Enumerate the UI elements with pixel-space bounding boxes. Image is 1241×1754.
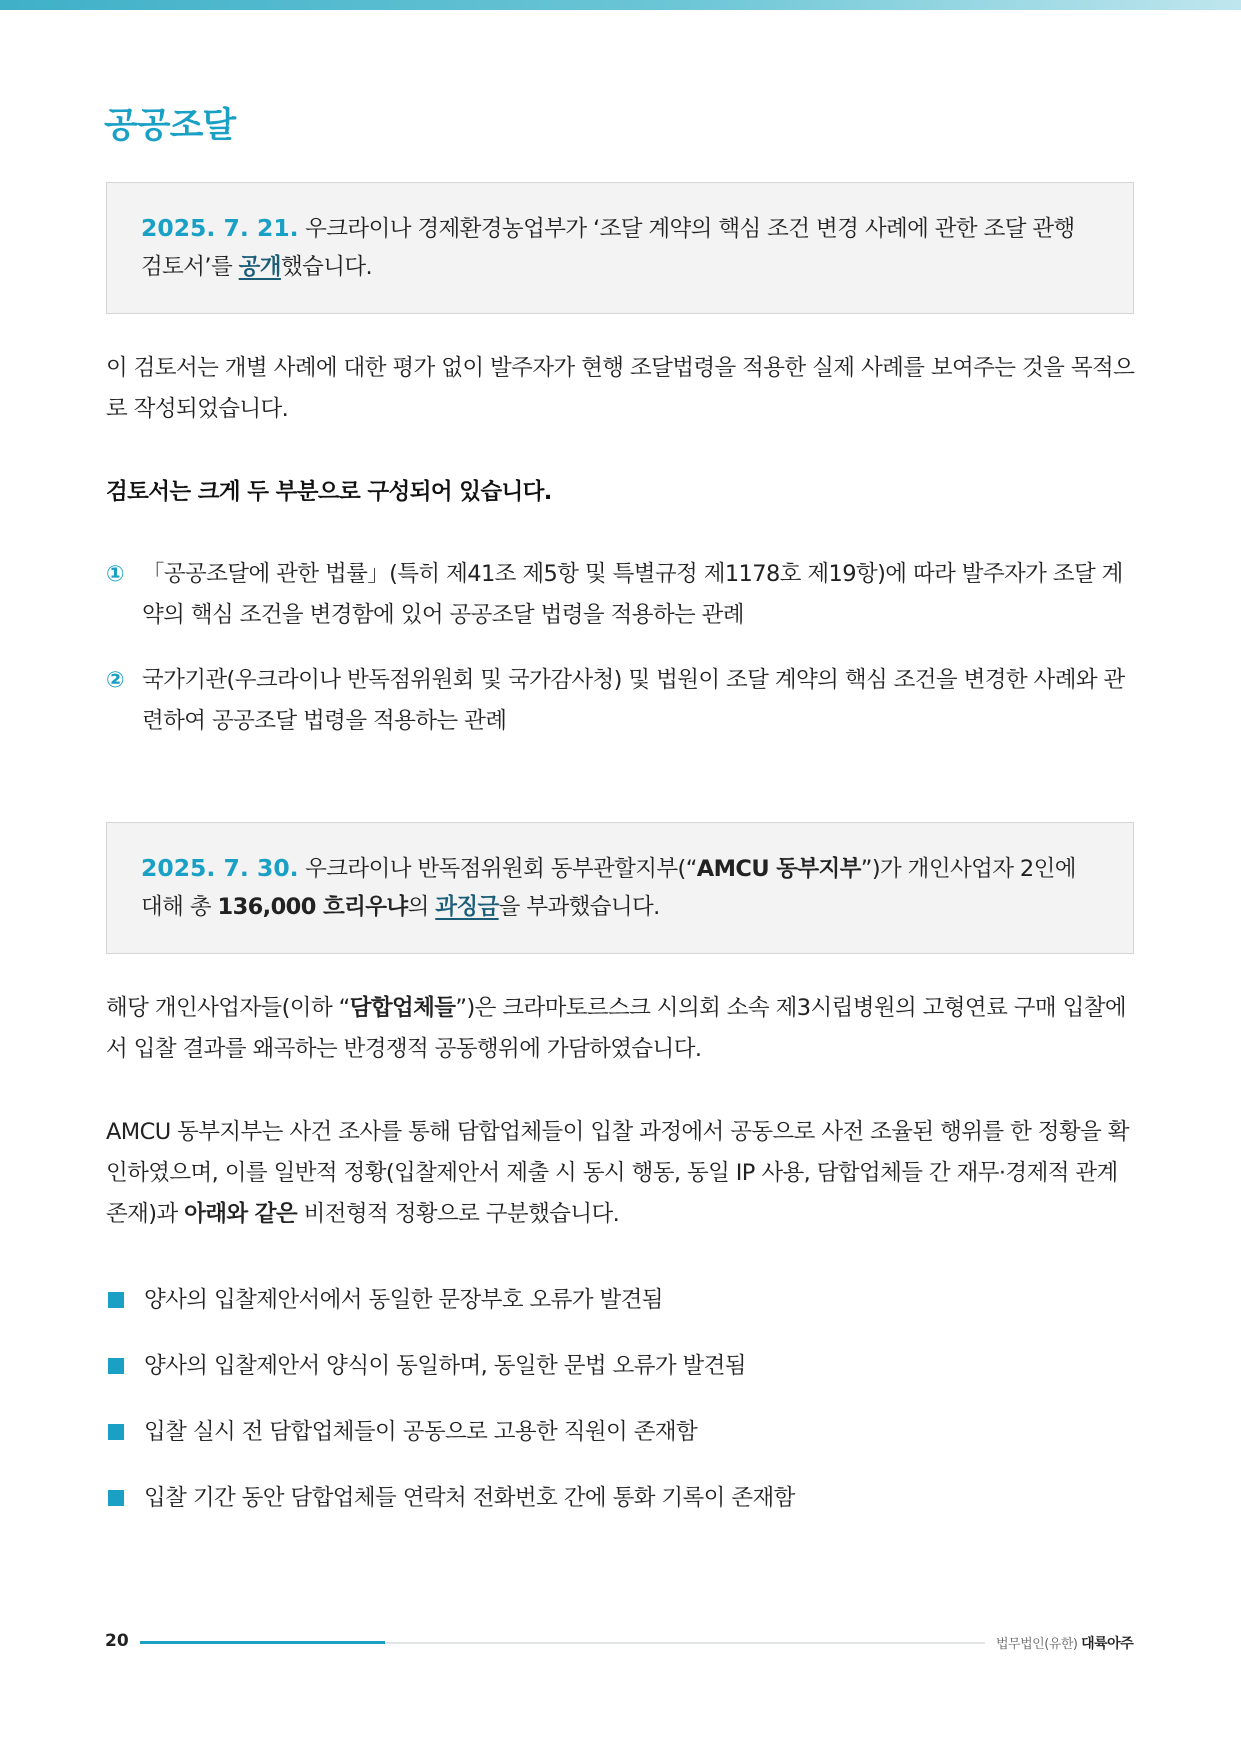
bullet-text: 입찰 기간 동안 담합업체들 연락처 전화번호 간에 통화 기록이 존재함 bbox=[144, 1485, 795, 1511]
notice-text: 의 bbox=[407, 894, 436, 920]
section-title: 공공조달 bbox=[104, 106, 236, 146]
notice-box-1 bbox=[106, 182, 1134, 314]
notice-date: 2025. 7. 30. bbox=[141, 854, 299, 882]
bullet-text: 입찰 실시 전 담합업체들이 공동으로 고용한 직원이 존재함 bbox=[144, 1419, 698, 1445]
bullet-item-2 bbox=[108, 1346, 1108, 1386]
footer-firm-name: 대륙아주 bbox=[1081, 1636, 1134, 1652]
notice-text-end: 을 부과했습니다. bbox=[498, 894, 660, 920]
notice-text: 우크라이나 경제환경농업부가 ‘조달 계약의 핵심 조건 변경 사례에 관한 조달 관행 검토서’를 bbox=[141, 216, 1075, 280]
intro-paragraph: 이 검토서는 개별 사례에 대한 평가 없이 발주자가 현행 조달법령을 적용한 실제 사례를 보여주는 것을 목적으로 작성되었습니다. bbox=[106, 355, 1135, 422]
square-bullet-icon bbox=[108, 1490, 124, 1506]
bullet-item-1 bbox=[108, 1280, 1108, 1320]
paragraph-text: 해당 개인사업자들(이하 “ bbox=[106, 995, 350, 1021]
notice-date: 2025. 7. 21. bbox=[141, 214, 299, 242]
bullet-item-4 bbox=[108, 1478, 1108, 1518]
bullet-text: 양사의 입찰제안서에서 동일한 문장부호 오류가 발견됨 bbox=[144, 1287, 663, 1313]
numbered-item-text: 국가기관(우크라이나 반독점위원회 및 국가감사청) 및 법원이 조달 계약의 핵심 조건을 변경한 사례와 관련하여 공공조달 법령을 적용하는 관례 bbox=[142, 667, 1125, 734]
numbered-item-text: 「공공조달에 관한 법률」(특히 제41조 제5항 및 특별규정 제1178호 제19항)에 따라 발주자가 조달 계약의 핵심 조건을 변경함에 있어 공공조달 법령을 적용하는 관례 bbox=[142, 561, 1123, 628]
numbered-item-1 bbox=[106, 554, 1136, 636]
notice-link-penalty[interactable]: 과징금 bbox=[435, 894, 499, 920]
notice-bold-amount: 136,000 흐리우냐 bbox=[217, 894, 408, 920]
square-bullet-icon bbox=[108, 1424, 124, 1440]
footer-firm bbox=[996, 1633, 1133, 1653]
paragraph-text: 비전형적 정황으로 구분했습니다. bbox=[297, 1201, 620, 1227]
paragraph-investigation bbox=[106, 1112, 1136, 1235]
paragraph-bold-term: 아래와 같은 bbox=[184, 1201, 298, 1227]
notice-text-end: 했습니다. bbox=[280, 254, 373, 280]
numbered-item-2 bbox=[106, 660, 1136, 742]
bullet-item-3 bbox=[108, 1412, 1108, 1452]
notice-box-2 bbox=[106, 822, 1134, 954]
paragraph-text: AMCU 동부지부는 사건 조사를 통해 담합업체들이 입찰 과정에서 공동으로 사전 조율된 행위를 한 정황을 확인하였으며, 이를 일반적 정황(입찰제안서 제출 시 동시 행동, 동일 IP 사용, 담합업체들 간 재무·경제적 관계 존재)과 bbox=[106, 1119, 1129, 1227]
circled-number-2: ② bbox=[106, 668, 125, 693]
square-bullet-icon bbox=[108, 1292, 124, 1308]
circled-number-1: ① bbox=[106, 562, 125, 587]
square-bullet-icon bbox=[108, 1358, 124, 1374]
top-color-band bbox=[0, 0, 1241, 10]
paragraph-text: ”)은 크라마토르스크 시의회 소속 제3시립병원의 고형연료 구매 입찰에서 입찰 결과를 왜곡하는 반경쟁적 공동행위에 가담하였습니다. bbox=[106, 995, 1126, 1062]
page-number: 20 bbox=[105, 1631, 129, 1651]
bullet-text: 양사의 입찰제안서 양식이 동일하며, 동일한 문법 오류가 발견됨 bbox=[144, 1353, 746, 1379]
notice-text: 우크라이나 반독점위원회 동부관할지부(“ bbox=[298, 856, 697, 882]
notice-bold-agency: AMCU 동부지부 bbox=[696, 856, 861, 882]
paragraph-bold-term: 담합업체들 bbox=[349, 995, 456, 1021]
footer-divider-accent bbox=[140, 1641, 385, 1644]
paragraph-colluders bbox=[106, 988, 1136, 1070]
notice-link-publish[interactable]: 공개 bbox=[238, 254, 281, 280]
notice-text: ”)가 개인사업자 2인에 대해 총 bbox=[141, 856, 1076, 920]
review-structure-heading: 검토서는 크게 두 부분으로 구성되어 있습니다. bbox=[106, 479, 552, 505]
footer-firm-prefix: 법무법인(유한) bbox=[996, 1637, 1082, 1652]
